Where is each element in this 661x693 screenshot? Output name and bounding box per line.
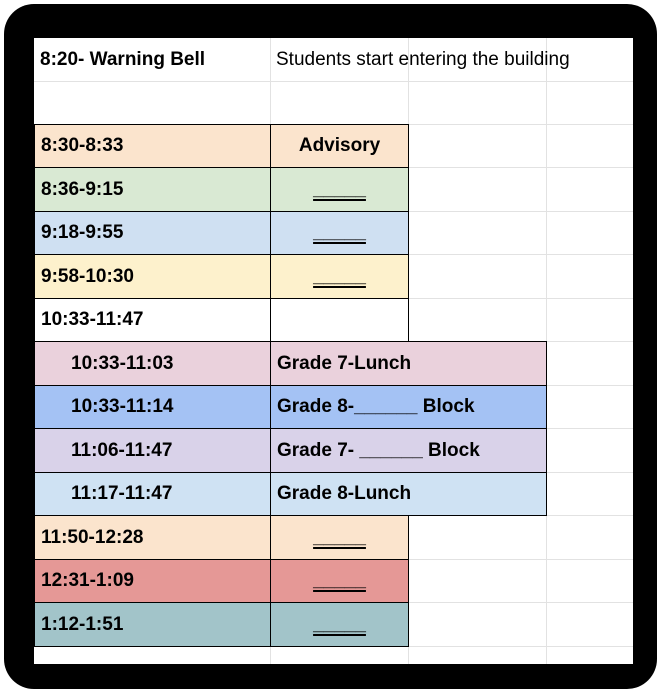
warning-bell-time: 8:20- Warning Bell — [40, 49, 206, 70]
period-label-cell: Grade 8-______ Block — [270, 385, 547, 429]
period-blank-cell: _____ — [270, 515, 409, 560]
period-blank-cell: _____ — [270, 254, 409, 299]
period-time-cell: 10:33-11:14 — [34, 385, 271, 429]
period-label-cell: Grade 7-Lunch — [270, 341, 547, 386]
period-time-cell: 9:58-10:30 — [34, 254, 271, 299]
period-time-cell: 1:12-1:51 — [34, 602, 271, 647]
period-time-cell: 8:36-9:15 — [34, 167, 271, 212]
period-time-cell: 8:30-8:33 — [34, 124, 271, 168]
period-label-cell: Grade 8-Lunch — [270, 472, 547, 516]
period-time-cell: 12:31-1:09 — [34, 559, 271, 603]
period-time-cell: 10:33-11:47 — [34, 298, 271, 342]
period-blank-cell: _____ — [270, 559, 409, 603]
period-blank-cell: _____ — [270, 167, 409, 212]
period-label-cell: Grade 7- ______ Block — [270, 428, 547, 473]
period-label-cell: Advisory — [270, 124, 409, 168]
period-time-cell: 11:17-11:47 — [34, 472, 271, 516]
period-blank-cell: _____ — [270, 211, 409, 255]
period-time-cell: 9:18-9:55 — [34, 211, 271, 255]
schedule-sheet — [34, 38, 633, 664]
period-time-cell: 10:33-11:03 — [34, 341, 271, 386]
period-label-cell — [270, 298, 409, 342]
period-time-cell: 11:50-12:28 — [34, 515, 271, 560]
period-blank-cell: _____ — [270, 602, 409, 647]
device-frame — [4, 4, 657, 689]
warning-bell-text: Students start entering the building — [276, 49, 570, 70]
period-time-cell: 11:06-11:47 — [34, 428, 271, 473]
